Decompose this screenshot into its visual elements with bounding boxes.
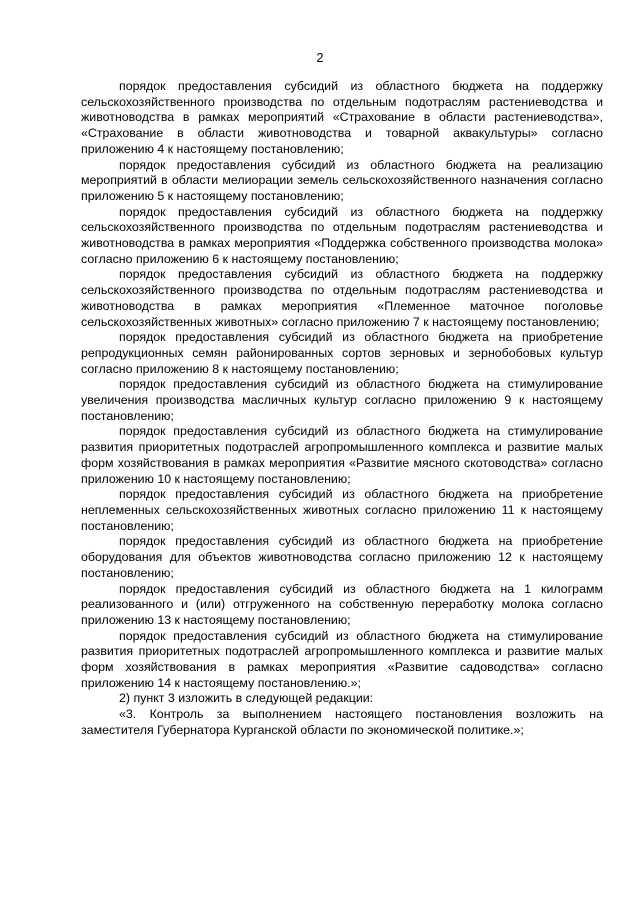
paragraph-subsidy-order-appendix-4: порядок предоставления субсидий из областного бюджета на поддержку сельскохозяйственного производства по отдельным подотраслям растениеводства и животноводства в рамках мероприятий «Страхование в области растениеводства», «Страхование в области животноводства и товарной аквакультуры» согласно приложению 4 к настоящему постановлению;: [81, 79, 603, 156]
paragraph-subsidy-order-appendix-5: порядок предоставления субсидий из областного бюджета на реализацию мероприятий в области мелиорации земель сельскохозяйственного назначения согласно приложению 5 к настоящему постановлению;: [81, 157, 603, 203]
paragraph-item-2-amendment: 2) пункт 3 изложить в следующей редакции:: [119, 691, 374, 706]
paragraph-clause-3-text: «3. Контроль за выполнением настоящего постановления возложить на заместителя Губернатора Курганской области по экономической политике.»;: [81, 707, 603, 737]
paragraph-subsidy-order-appendix-13: порядок предоставления субсидий из областного бюджета на 1 килограмм реализованного и (или) отгруженного на собственную переработку молока согласно приложению 13 к настоящему постановлению;: [81, 581, 603, 627]
paragraph-subsidy-order-appendix-12: порядок предоставления субсидий из областного бюджета на приобретение оборудования для объектов животноводства согласно приложению 12 к настоящему постановлению;: [81, 534, 603, 580]
paragraph-subsidy-order-appendix-9: порядок предоставления субсидий из областного бюджета на стимулирование увеличения производства масличных культур согласно приложению 9 к настоящему постановлению;: [81, 377, 603, 423]
paragraph-subsidy-order-appendix-7: порядок предоставления субсидий из областного бюджета на поддержку сельскохозяйственного производства по отдельным подотраслям растениеводства и животноводства в рамках мероприятия «Племенное маточное поголовье сельскохозяйственных животных» согласно приложению 7 к настоящему постановлению;: [81, 267, 603, 329]
paragraph-subsidy-order-appendix-8: порядок предоставления субсидий из областного бюджета на приобретение репродукционных семян районированных сортов зерновых и зернобобовых культур согласно приложению 8 к настоящему постановлению;: [81, 330, 603, 376]
document-body: [81, 79, 603, 739]
paragraph-subsidy-order-appendix-14: порядок предоставления субсидий из областного бюджета на стимулирование развития приоритетных подотраслей агропромышленного комплекса и развитие малых форм хозяйствования в рамках мероприятия «Развитие садоводства» согласно приложению 14 к настоящему постановлению.»;: [81, 628, 603, 690]
paragraph-subsidy-order-appendix-6: порядок предоставления субсидий из областного бюджета на поддержку сельскохозяйственного производства по отдельным подотраслям растениеводства и животноводства в рамках мероприятия «Поддержка собственного производства молока» согласно приложению 6 к настоящему постановлению;: [81, 204, 603, 266]
paragraph-subsidy-order-appendix-11: порядок предоставления субсидий из областного бюджета на приобретение неплеменных сельскохозяйственных животных согласно приложению 11 к настоящему постановлению;: [81, 487, 603, 533]
paragraph-subsidy-order-appendix-10: порядок предоставления субсидий из областного бюджета на стимулирование развития приоритетных подотраслей агропромышленного комплекса и развитие малых форм хозяйствования в рамках мероприятия «Развитие мясного скотоводства» согласно приложению 10 к настоящему постановлению;: [81, 424, 603, 486]
page-number: 2: [316, 51, 324, 65]
